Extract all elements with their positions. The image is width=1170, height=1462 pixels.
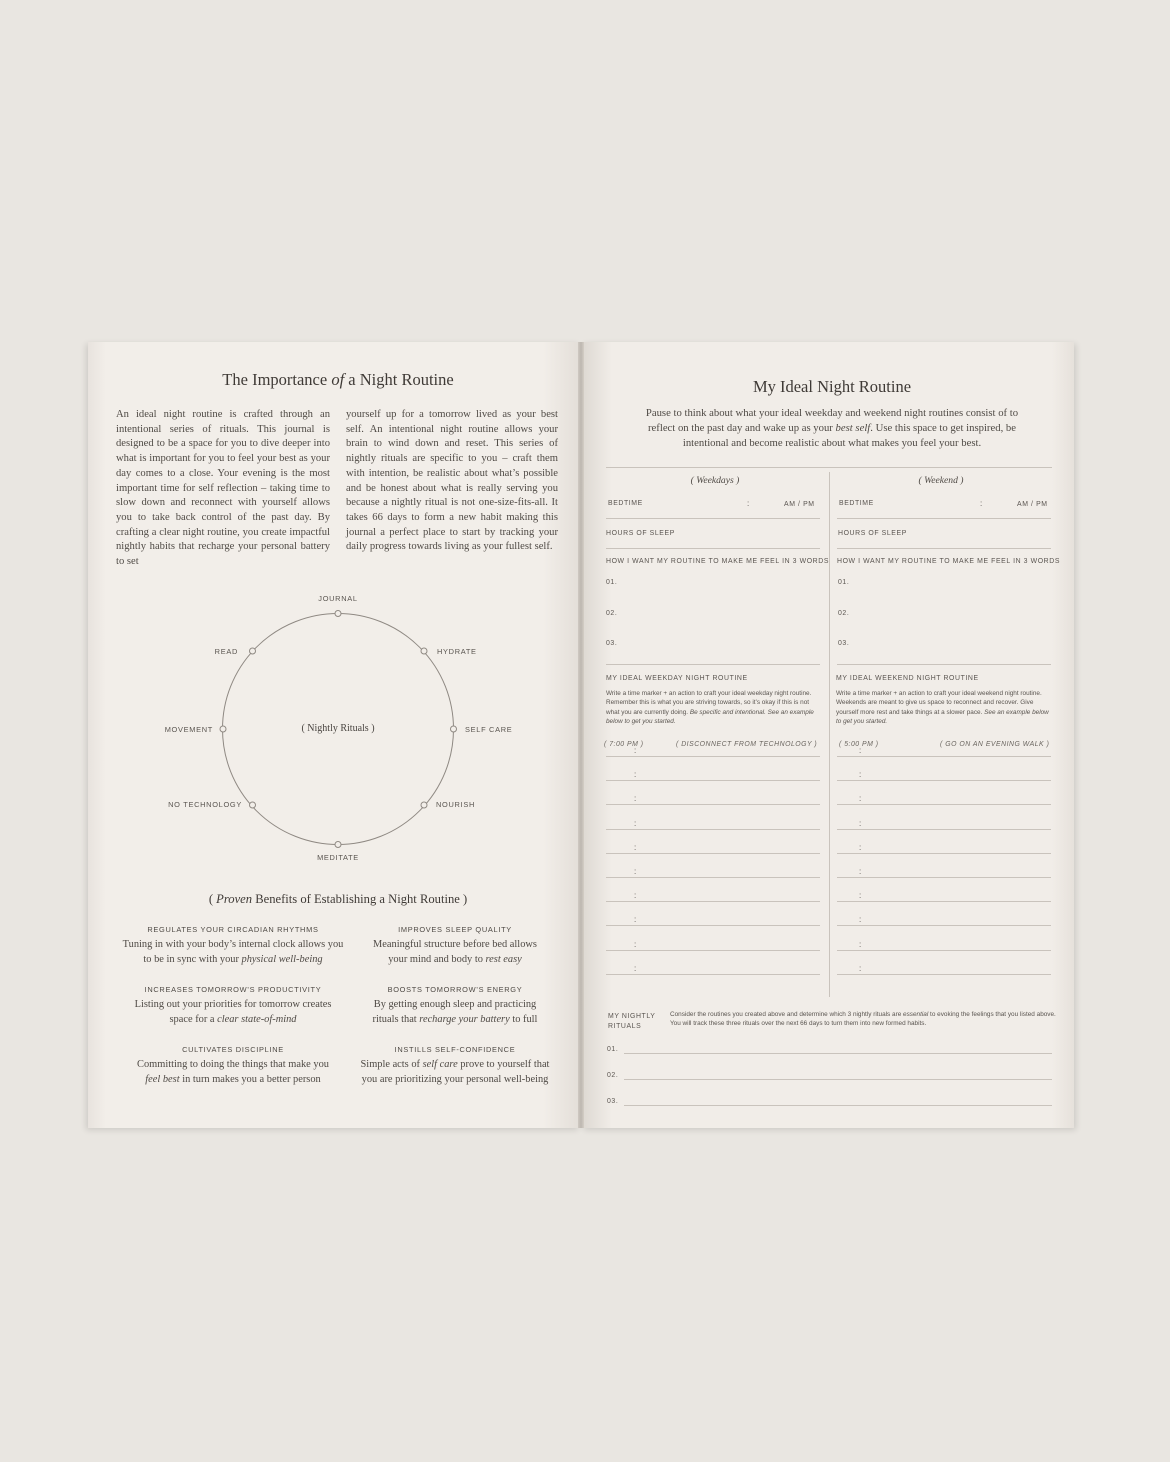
wheel-center-label: ( Nightly Rituals ) bbox=[301, 723, 375, 734]
weekday-row-colon: : bbox=[634, 915, 637, 925]
ritual-02-field[interactable] bbox=[624, 1079, 1052, 1080]
weekday-row-colon: : bbox=[634, 746, 637, 755]
column-divider bbox=[829, 472, 830, 997]
weekend-row-colon: : bbox=[859, 794, 862, 804]
weekend-word-03: 03. bbox=[838, 640, 850, 647]
weekend-row-field[interactable] bbox=[837, 780, 1051, 781]
wheel-label-hydrate: HYDRATE bbox=[437, 647, 477, 656]
weekday-row-colon: : bbox=[634, 794, 637, 804]
wheel-label-movement: MOVEMENT bbox=[164, 725, 213, 734]
weekday-word-02: 02. bbox=[606, 610, 618, 617]
benefit-productivity: INCREASES TOMORROW’S PRODUCTIVITY Listing out your priorities for tomorrow creates space for a clear state-of-mind bbox=[134, 985, 332, 1025]
weekend-example-time: ( 5:00 PM ) bbox=[839, 741, 879, 748]
weekday-word-03: 03. bbox=[606, 640, 618, 647]
benefits-title: ( Proven Benefits of Establishing a Night Routine ) bbox=[208, 892, 468, 906]
wheel-label-nourish: NOURISH bbox=[436, 800, 475, 809]
weekend-row-field[interactable] bbox=[837, 974, 1051, 975]
weekday-row-field[interactable] bbox=[606, 901, 820, 902]
weekday-bedtime-field[interactable] bbox=[606, 518, 820, 519]
ritual-02-label: 02. bbox=[607, 1072, 619, 1079]
weekend-row-colon: : bbox=[859, 818, 862, 828]
weekday-row-colon: : bbox=[634, 867, 637, 876]
ritual-01-label: 01. bbox=[607, 1046, 619, 1053]
wheel-label-journal: JOURNAL bbox=[318, 594, 358, 603]
weekend-row-field[interactable] bbox=[837, 829, 1051, 830]
intro-column-2: yourself up for a tomorrow lived as your best self. An intentional night routine allows your brain to wind down and reset. This series of nightly rituals are specific to you – craft them with intention, be realistic about what’s possible and be honest about what is really serving you because a nightly ritual is not one-size-fits-all. It takes 66 days to form a new habit making this journal a perfect place to start by tracking your daily progress towards living as your fullest self. bbox=[346, 409, 558, 553]
wheel-label-meditate: MEDITATE bbox=[317, 853, 359, 862]
weekend-row-colon: : bbox=[859, 963, 862, 973]
open-journal bbox=[88, 342, 1074, 1128]
weekend-bedtime-label: BEDTIME bbox=[839, 500, 874, 507]
wheel-node-hydrate bbox=[421, 648, 427, 654]
weekend-bedtime-colon: : bbox=[980, 499, 983, 508]
weekday-row-colon: : bbox=[634, 963, 637, 973]
weekend-row-colon: : bbox=[859, 770, 862, 780]
wheel-node-journal bbox=[335, 611, 341, 617]
weekend-row-field[interactable] bbox=[837, 853, 1051, 854]
weekday-routine-heading: MY IDEAL WEEKDAY NIGHT ROUTINE bbox=[606, 675, 748, 682]
weekday-ampm: AM / PM bbox=[784, 501, 815, 508]
weekend-bedtime-field[interactable] bbox=[837, 518, 1051, 519]
right-page-title: My Ideal Night Routine bbox=[752, 377, 912, 396]
wheel-node-no-technology bbox=[250, 802, 256, 808]
weekday-row-colon: : bbox=[634, 939, 637, 949]
wheel-node-movement bbox=[220, 726, 226, 732]
weekday-bedtime-colon: : bbox=[747, 499, 750, 508]
weekday-hours-sleep-field[interactable] bbox=[606, 548, 820, 549]
weekday-row-field[interactable] bbox=[606, 804, 820, 805]
weekday-routine-instructions: Write a time marker + an action to craft your ideal weekday night routine. Remember this is what you are striving towards, so it’s okay if this is not what you are currently doing. Be specific and intentional. See an example below to get you started. bbox=[606, 690, 814, 725]
weekend-example-action: ( GO ON AN EVENING WALK ) bbox=[940, 741, 1050, 748]
intro-column-1: An ideal night routine is crafted through an intentional series of rituals. This journal is designed to be a space for you to dive deeper into what is important for you to feel your best as your day comes to a close. Your evening is the most important time for self reflection – taking time to slow down and reconnect with yourself allows you to take back control of the past day. By crafting a clear night routine, you create impactful nightly habits that recharge your personal battery to set bbox=[116, 409, 330, 568]
weekend-row-field[interactable] bbox=[837, 877, 1051, 878]
wheel-label-read: READ bbox=[214, 647, 238, 656]
weekend-hours-sleep-label: HOURS OF SLEEP bbox=[838, 530, 907, 537]
weekday-row-colon: : bbox=[634, 842, 637, 852]
weekend-row-field[interactable] bbox=[837, 950, 1051, 951]
benefit-sleep-quality: IMPROVES SLEEP QUALITY Meaningful structure before bed allows your mind and body to rest easy bbox=[373, 925, 537, 965]
weekday-row-field[interactable] bbox=[606, 925, 820, 926]
benefit-energy: BOOSTS TOMORROW’S ENERGY By getting enough sleep and practicing rituals that recharge your battery to full bbox=[372, 985, 538, 1025]
weekday-row-colon: : bbox=[634, 891, 637, 901]
weekend-row-colon: : bbox=[859, 915, 862, 925]
weekday-hours-sleep-label: HOURS OF SLEEP bbox=[606, 530, 675, 537]
wheel-node-self-care bbox=[451, 726, 457, 732]
nightly-rituals-label: MY NIGHTLY RITUALS bbox=[608, 1013, 656, 1030]
weekend-ampm: AM / PM bbox=[1017, 501, 1048, 508]
wheel-node-read bbox=[250, 648, 256, 654]
weekend-row-colon: : bbox=[859, 939, 862, 949]
weekend-row-field[interactable] bbox=[837, 925, 1051, 926]
weekend-row-field[interactable] bbox=[837, 756, 1051, 757]
wheel-node-meditate bbox=[335, 842, 341, 848]
weekday-row-field[interactable] bbox=[606, 877, 820, 878]
nightly-rituals-instructions: Consider the routines you created above and determine which 3 nightly rituals are essential to evoking the feelings that you listed above. You will track these three rituals over the next 66 days to turn them into new formed habits. bbox=[670, 1011, 1056, 1028]
ritual-03-label: 03. bbox=[607, 1098, 619, 1105]
weekday-row-field[interactable] bbox=[606, 853, 820, 854]
weekday-example-action: ( DISCONNECT FROM TECHNOLOGY ) bbox=[676, 741, 818, 748]
weekend-word-01: 01. bbox=[838, 579, 850, 586]
ritual-01-field[interactable] bbox=[624, 1053, 1052, 1054]
weekend-heading: ( Weekend ) bbox=[918, 475, 964, 486]
weekend-hours-sleep-field[interactable] bbox=[837, 548, 1051, 549]
weekday-row-field[interactable] bbox=[606, 780, 820, 781]
weekend-row-colon: : bbox=[859, 842, 862, 852]
left-page-title: The Importance of a Night Routine bbox=[222, 370, 454, 389]
weekday-row-field[interactable] bbox=[606, 756, 820, 757]
weekday-words-rule bbox=[606, 664, 820, 665]
weekend-row-field[interactable] bbox=[837, 901, 1051, 902]
weekend-words-rule bbox=[837, 664, 1051, 665]
header-rule bbox=[606, 467, 1052, 468]
weekday-row-field[interactable] bbox=[606, 829, 820, 830]
weekday-bedtime-label: BEDTIME bbox=[608, 500, 643, 507]
weekday-row-colon: : bbox=[634, 770, 637, 780]
weekend-row-field[interactable] bbox=[837, 804, 1051, 805]
wheel-node-nourish bbox=[421, 802, 427, 808]
weekend-word-02: 02. bbox=[838, 610, 850, 617]
weekday-row-colon: : bbox=[634, 818, 637, 828]
weekend-row-colon: : bbox=[859, 867, 862, 876]
wheel-label-self-care: SELF CARE bbox=[465, 725, 513, 734]
weekday-row-field[interactable] bbox=[606, 974, 820, 975]
weekday-row-field[interactable] bbox=[606, 950, 820, 951]
benefit-discipline: CULTIVATES DISCIPLINE Committing to doing the things that make you feel best in turn makes you a better person bbox=[137, 1045, 329, 1085]
weekdays-heading: ( Weekdays ) bbox=[690, 475, 740, 486]
wheel-label-no-technology: NO TECHNOLOGY bbox=[168, 800, 242, 809]
weekday-example-time: ( 7:00 PM ) bbox=[604, 741, 644, 748]
weekday-feel-words-label: HOW I WANT MY ROUTINE TO MAKE ME FEEL IN 3 WORDS bbox=[606, 558, 830, 565]
right-page-intro: Pause to think about what your ideal weekday and weekend night routines consist of to reflect on the past day and wake up as your best self. Use this space to get inspired, be intentional and become realistic about what makes you feel your best. bbox=[645, 407, 1019, 450]
weekend-feel-words-label: HOW I WANT MY ROUTINE TO MAKE ME FEEL IN 3 WORDS bbox=[837, 558, 1061, 565]
benefit-circadian: REGULATES YOUR CIRCADIAN RHYTHMS Tuning in with your body’s internal clock allows you to be in sync with your physical well-being bbox=[122, 925, 344, 965]
weekend-routine-heading: MY IDEAL WEEKEND NIGHT ROUTINE bbox=[836, 675, 979, 682]
weekend-row-colon: : bbox=[859, 746, 862, 755]
benefit-self-confidence: INSTILLS SELF-CONFIDENCE Simple acts of self care prove to yourself that you are prioritizing your personal well-being bbox=[360, 1045, 550, 1085]
ritual-03-field[interactable] bbox=[624, 1105, 1052, 1106]
weekend-routine-instructions: Write a time marker + an action to craft your ideal weekend night routine. Weekends are meant to give us space to reconnect and recover. Give yourself more rest and take things at a slower pace. See an example below to get you started. bbox=[836, 690, 1049, 725]
weekend-row-colon: : bbox=[859, 891, 862, 901]
weekday-word-01: 01. bbox=[606, 579, 618, 586]
